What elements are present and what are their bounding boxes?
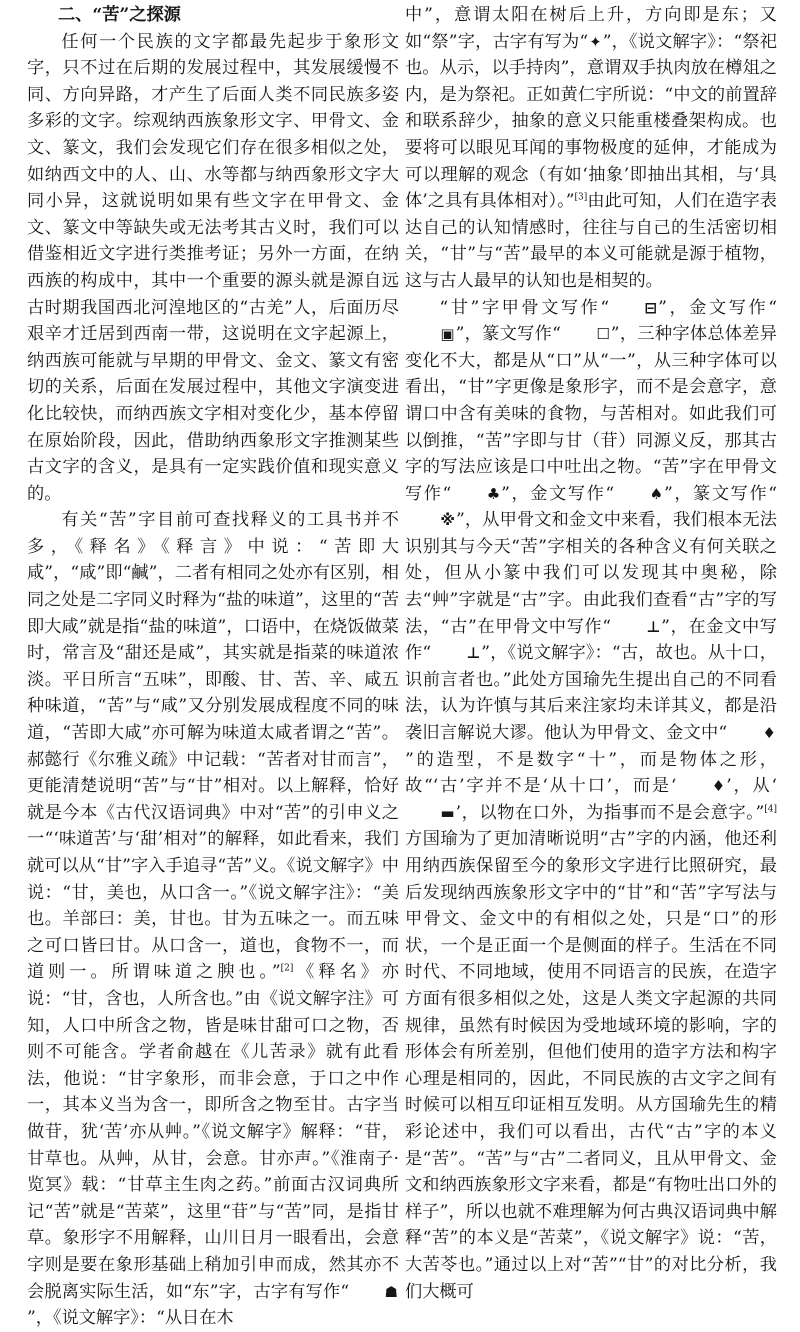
right-column	[405, 2, 778, 1302]
ancient-dong-glyph-icon: ☗	[384, 1282, 398, 1301]
section-heading: 二、“苦”之探源	[57, 5, 181, 25]
ancient-ji-glyph-icon: ✦	[589, 32, 602, 51]
shi-shape-glyph-icon: ♦	[762, 724, 776, 743]
footnote-marker: [3]	[574, 192, 588, 203]
gu-bronze-glyph-icon: ⊥	[466, 644, 481, 663]
mouth-glyph-icon: ▬	[440, 803, 455, 822]
ku-bronze-glyph-icon: ♠	[649, 484, 664, 503]
dot-glyph-icon: ♦	[711, 777, 726, 796]
gan-oracle-glyph-icon: ⊟	[644, 298, 658, 317]
ku-oracle-glyph-icon: ♣	[486, 484, 501, 503]
gu-oracle-glyph-icon: ⊥	[646, 617, 661, 636]
left-column	[27, 2, 399, 1329]
footnote-marker: [2]	[280, 963, 294, 974]
ku-seal-glyph-icon: ※	[440, 511, 455, 530]
gan-seal-glyph-icon: ☐	[596, 325, 610, 344]
paragraph: 任何一个民族的文字都最先起步于象形文字，只不过在后期的发展过程中，其发展缓慢不同、方向异路，才产生了后面人类不同民族多姿多彩的文字。综观纳西族象形文字、甲骨文、金文、篆文，我们会发现它们存在很多相似之处，如纳西文中的人、山、水等都与纳西象形文字大同小异，这就说明如果有些文字在甲骨文、金文、篆文中等缺失或无法考其古义时，我们可以借鉴相近文字进行类推考证；另外一方面，在纳西族的构成中，其中一个重要的源头就是源自远古时期我国西北河湟地区的“古羌”人，后面历尽艰辛才迁居到西南一带，这说明在文字起源上，纳西族可能就与早期的甲骨文、金文、篆文有密切的关系，后面在发展过程中，其他文字演变进化比较快，而纳西族文字相对变化少，基本停留在原始阶段，因此，借助纳西象形文字推测某些古文字的含义，是具有一定实践价值和现实意义的。	[27, 31, 399, 504]
paragraph: “甘”字甲骨文写作“ ⊟”，金文写作“▣”，篆文写作“ ☐”，三种字体总体差异变化不大，都是从“口”从“一”，从三种字体可以看出，“甘”字更像是象形字，而不是会意字，意谓口中含有美味的食物，与苦相对。如此我们可以倒推，“苦”字即与甘（苷）同源义反，那其古字的写法应该是口中吐出之物。“苦”字在甲骨文写作“ ♣”，金文写作“ ♠”，篆文写作“※”，从甲骨文和金文中来看，我们根本无法识别其与今天“苦”字相关的各种含义有何关联之处，但从小篆中我们可以发现其中奥秘，除去“艸”字就是“古”字。由此我们查看“古”字的写法，“古”在甲骨文中写作“ ⊥”，在金文中写作“ ⊥”，《说文解字》：“古，故也。从十口，识前言者也。”此处方国瑜先生提出自己的不同看法，认为许慎与其后来注家均未详其义，都是沿袭旧言解说大谬。他认为甲骨文、金文中“ ♦”的造型，不是数字“十”，而是物体之形，故“‘古’字并不是‘从十口’，而是‘ ♦’，从‘▬’，以物在口外，为指事而不是会意字。”[4]方国瑜为了更加清晰说明“古”字的内涵，他还利用纳西族保留至今的象形文字进行比照研究，最后发现纳西族象形文字中的“甘”和“苦”字写法与甲骨文、金文中的有相似之处，只是“口”的形状，一个是正面一个是侧面的样子。生活在不同时代、不同地域，使用不同语言的民族，在造字方面有很多相似之处，这是人类文字起源的共同规律，虽然有时候因为受地域环境的影响，字的形体会有所差别，但他们使用的造字方法和构字心理是相同的，因此，不同民族的古文字之间有时候可以相互印证相互发明。从方国瑜先生的精彩论述中，我们可以看出，古代“古”字的本义是“苦”。“苦”与“古”二者同义，且从甲骨文、金文和纳西族象形文字来看，都是“有物吐出口外的样子”，所以也就不难理解为何古典汉语词典中解释“苦”的本义是“苦菜”，《说文解字》说：“苦，大苦苓也。”通过以上对“苦”“甘”的对比分析，我们大概可	[405, 297, 778, 1302]
paragraph: 有关“苦”字目前可查找释义的工具书并不多，《释名》《释言》中说：“苦即大咸”，“咸”即“鹹”，二者有相同之处亦有区别，相同之处是二字同义时释为“盐的味道”，这里的“苦即大咸”就是指“盐的味道”，口语中，在烧饭做菜时，常言及“甜还是咸”，其实就是指菜的味道浓淡。平日所言“五味”，即酸、甘、苦、辛、咸五种味道，“苦”与“咸”又分别发展成程度不同的味道，“苦即大咸”亦可解为味道太咸者谓之“苦”。郝懿行《尔雅义疏》中记载：“苦者对甘而言”，更能清楚说明“苦”与“甘”相对。以上解释，恰好就是今本《古代汉语词典》中对“苦”的引申义之一“‘味道苦’与‘甜’相对”的解释，如此看来，我们就可以从“甘”字入手追寻“苦”义。《说文解字》中说：“甘，美也，从口含一。”《说文解字注》：“美也。羊部曰：美，甘也。甘为五味之一。而五味之可口皆曰甘。从口含一，道也，食物不一，而道则一。所谓味道之腴也。”[2]《释名》亦说：“甘，含也，人所含也。”由《说文解字注》可知，人口中所含之物，皆是味甘甜可口之物，否则不可能含。学者俞越在《儿苦录》就有此看法，他说：“甘字象形，而非会意，于口之中作一，其本义当为含一，即所含之物至甘。古字当做苷，犹‘苦’亦从艸。”《说文解字》解释：“苷，甘草也。从艸，从甘，会意。甘亦声。”《淮南子·览冥》载：“甘草主生肉之药。”前面古汉词典所记“苦”就是“苦菜”，这里“苷”与“苦”同，是指甘草。象形字不用解释，山川日月一眼看出，会意字则是要在象形基础上稍加引申而成，然其亦不会脱离实际生活，如“东”字，古字有写作“ ☗”，《说文解字》：“从日在木	[27, 510, 399, 1329]
gan-bronze-glyph-icon: ▣	[440, 325, 455, 344]
footnote-marker: [4]	[764, 804, 777, 815]
paragraph: 中”，意谓太阳在树后上升，方向即是东；又如“祭”字，古字有写为“✦”，《说文解字》：“祭祀也。从示，以手持肉”，意谓双手执肉放在樽俎之内，是为祭祀。正如黄仁宇所说：“中文的前置辞和联系辞少，抽象的意义只能重楼叠架构成。也要将可以眼见耳闻的事物极度的延伸，才能成为可以理解的观念（有如‘抽象’即抽出其相，与‘具体’之具有具体相对）。”[3]由此可知，人们在造字表达自己的认知情感时，往往与自己的生活密切相关，“甘”与“苦”最早的本义可能就是源于植物，这与古人最早的认知也是相契的。	[405, 5, 777, 291]
